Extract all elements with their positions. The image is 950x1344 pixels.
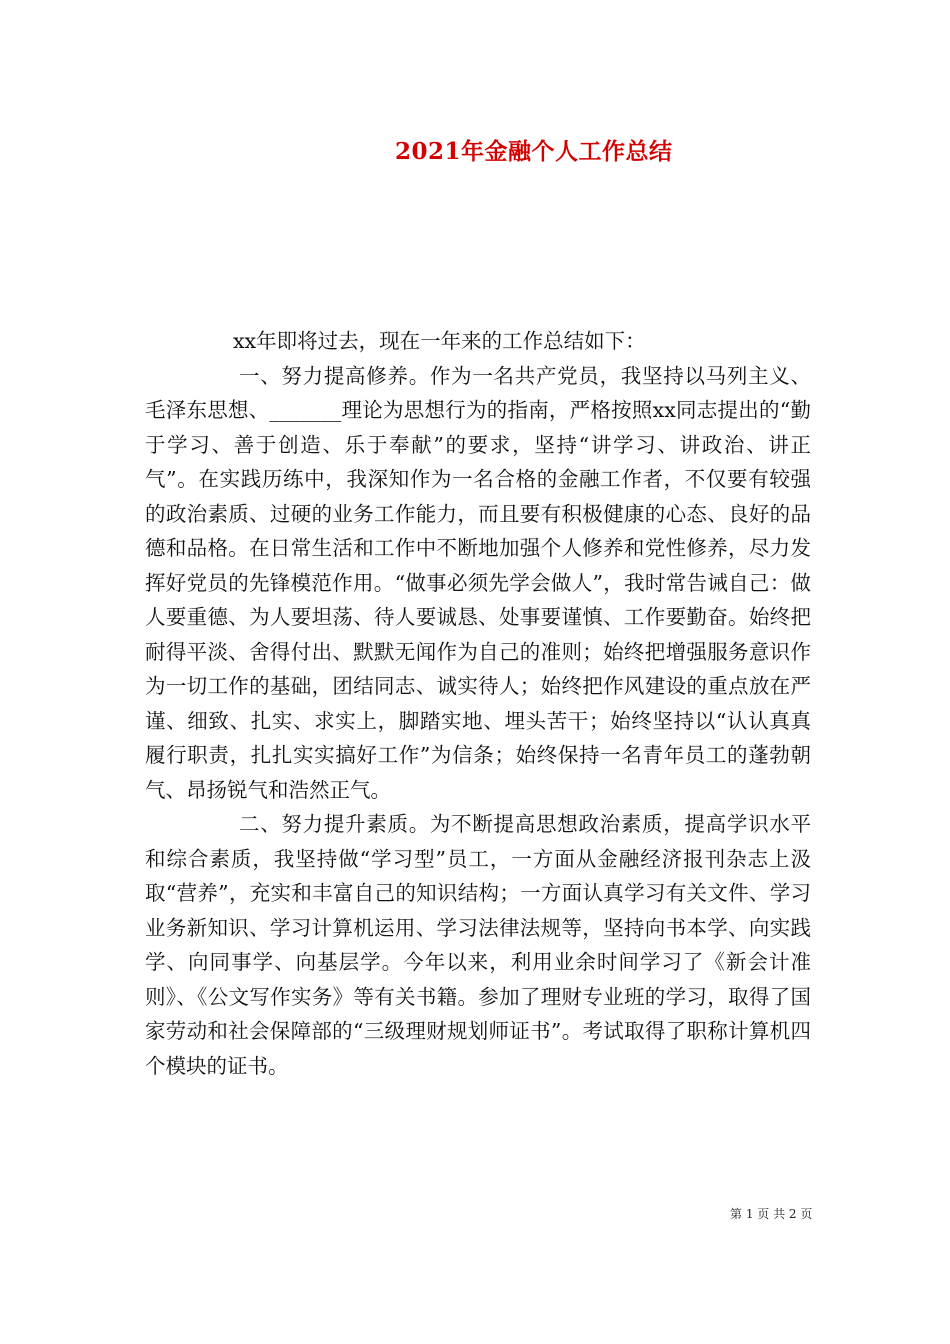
section-one-paragraph: 一、努力提高修养。作为一名共产党员，我坚持以马列主义、毛泽东思想、_______理论为思想行为的指南，严格按照xx同志提出的“勤于学习、善于创造、乐于奉献”的要求，坚持“讲学习、讲政治、讲正气”。在实践历练中，我深知作为一名合格的金融工作者，不仅要有较强的政治素质、过硬的业务工作能力，而且要有积极健康的心态、良好的品德和品格。在日常生活和工作中不断地加强个人修养和党性修养，尽力发挥好党员的先锋模范作用。“做事必须先学会做人”，我时常告诫自己：做人要重德、为人要坦荡、待人要诚恳、处事要谨慎、工作要勤奋。始终把耐得平淡、舍得付出、默默无闻作为自己的准则；始终把增强服务意识作为一切工作的基础，团结同志、诚实待人；始终把作风建设的重点放在严谨、细致、扎实、求实上，脚踏实地、埋头苦干；始终坚持以“认认真真履行职责，扎扎实实搞好工作”为信条；始终保持一名青年员工的蓬勃朝气、昂扬锐气和浩然正气。 (145, 363, 811, 802)
page-number-footer: 第 1 页 共 2 页 (730, 1207, 813, 1221)
intro-paragraph: xx年即将过去，现在一年来的工作总结如下： (233, 329, 646, 353)
document-body (145, 324, 811, 1083)
document-title: 2021年金融个人工作总结 (395, 138, 673, 165)
section-two-paragraph: 二、努力提升素质。为不断提高思想政治素质，提高学识水平和综合素质，我坚持做“学习型”员工，一方面从金融经济报刊杂志上汲取“营养”，充实和丰富自己的知识结构；一方面认真学习有关文件、学习业务新知识、学习计算机运用、学习法律法规等，坚持向书本学、向实践学、向同事学、向基层学。今年以来，利用业余时间学习了《新会计准则》、《公文写作实务》等有关书籍。参加了理财专业班的学习，取得了国家劳动和社会保障部的“三级理财规划师证书”。考试取得了职称计算机四个模块的证书。 (145, 812, 811, 1078)
